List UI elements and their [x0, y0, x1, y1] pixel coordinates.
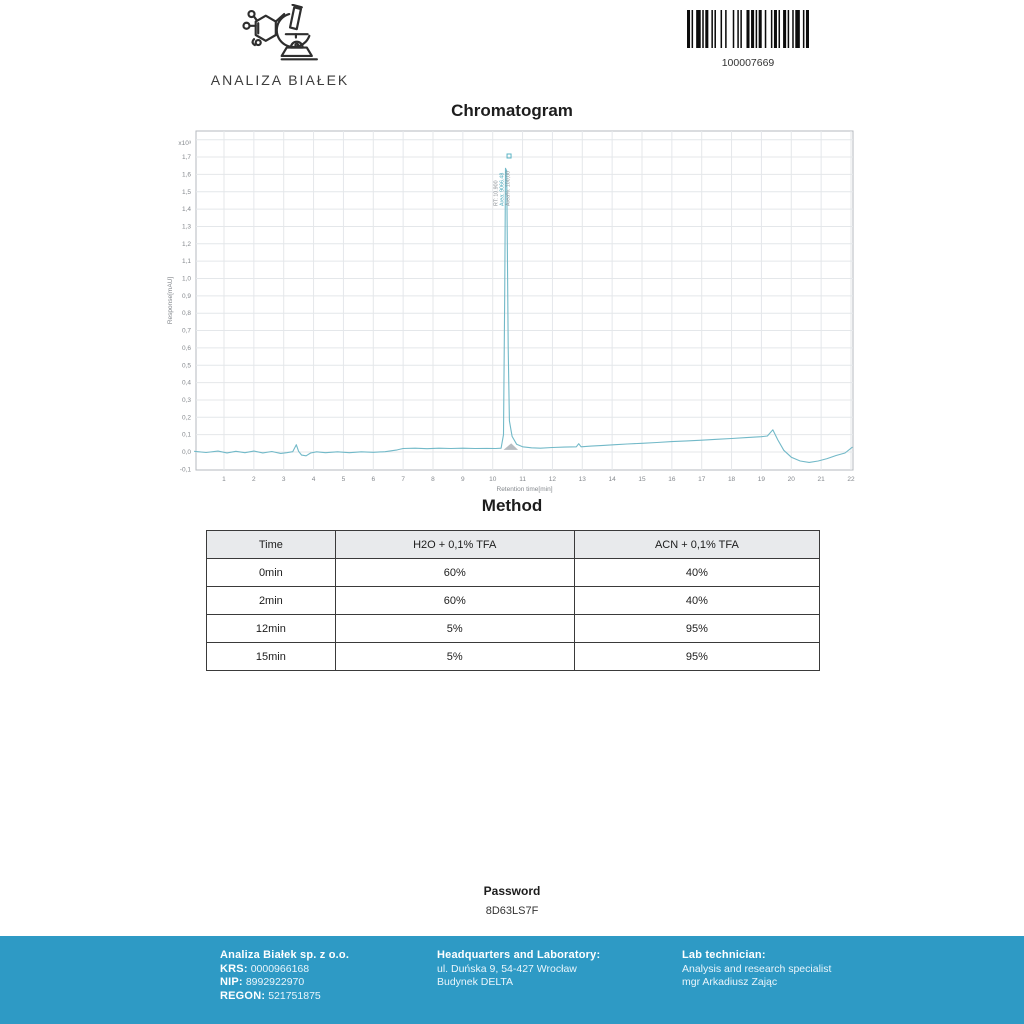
method-table-cell: 40%: [574, 587, 819, 615]
chromatogram-chart: [160, 124, 860, 494]
svg-text:0,6: 0,6: [181, 344, 191, 352]
footer-technician-block: [682, 949, 831, 990]
method-table-row: [207, 559, 820, 587]
method-table-cell: 12min: [207, 615, 336, 643]
svg-text:Response[mAU]: Response[mAU]: [167, 276, 174, 325]
svg-text:RT: 10.900: RT: 10.900: [493, 180, 500, 206]
logo-text: ANALIZA BIAŁEK: [210, 72, 350, 88]
method-col-header: ACN + 0,1% TFA: [574, 531, 819, 559]
method-table-row: [207, 587, 820, 615]
svg-text:0,7: 0,7: [181, 327, 191, 335]
svg-text:0,9: 0,9: [181, 292, 191, 300]
method-title: Method: [481, 496, 543, 515]
method-table-cell: 40%: [574, 559, 819, 587]
svg-text:14: 14: [608, 476, 616, 483]
method-table-cell: 0min: [207, 559, 336, 587]
method-table: [206, 530, 820, 671]
method-col-header: Time: [207, 531, 336, 559]
method-table-cell: 95%: [574, 615, 819, 643]
svg-text:8: 8: [431, 476, 435, 483]
svg-text:22: 22: [847, 476, 855, 483]
chromatogram-title: Chromatogram: [451, 101, 573, 120]
svg-text:-0,1: -0,1: [179, 466, 191, 474]
svg-text:20: 20: [787, 476, 795, 483]
svg-text:0,8: 0,8: [181, 310, 191, 318]
company-name: Analiza Białek sp. z o.o.: [220, 949, 350, 961]
svg-text:4: 4: [311, 476, 316, 483]
method-table-cell: 5%: [335, 615, 574, 643]
technician-role: Analysis and research specialist: [682, 962, 832, 975]
svg-text:0,4: 0,4: [181, 379, 191, 387]
svg-text:11: 11: [519, 476, 526, 483]
svg-text:19: 19: [757, 476, 766, 483]
method-table-row: [207, 615, 820, 643]
svg-text:0,3: 0,3: [181, 396, 191, 404]
svg-text:12: 12: [548, 476, 557, 483]
svg-text:2: 2: [252, 476, 256, 483]
footer-headquarters-block: [437, 949, 603, 990]
svg-text:1,1: 1,1: [181, 258, 191, 266]
password-label: Password: [483, 884, 541, 898]
svg-text:16: 16: [668, 476, 676, 483]
password-value: 8D63LS7F: [485, 905, 539, 917]
svg-text:Area%: 100,00: Area%: 100,00: [505, 170, 512, 206]
regon-value: 521751875: [268, 989, 321, 1002]
barcode-block: [685, 10, 811, 69]
barcode-value: 100007669: [721, 57, 775, 69]
svg-text:6: 6: [371, 476, 376, 483]
svg-text:13: 13: [578, 476, 586, 483]
headquarters-title: Headquarters and Laboratory:: [437, 949, 601, 961]
headquarters-address: ul. Duńska 9, 54-427 Wrocław: [437, 962, 577, 975]
svg-text:9: 9: [461, 476, 465, 483]
svg-text:15: 15: [638, 476, 646, 483]
svg-text:x10³: x10³: [178, 140, 191, 148]
method-table-cell: 15min: [207, 643, 336, 671]
svg-text:1,4: 1,4: [181, 206, 191, 214]
method-table-cell: 95%: [574, 643, 819, 671]
svg-text:0,0: 0,0: [181, 449, 191, 456]
svg-text:Area: 9066.48: Area: 9066.48: [499, 172, 506, 206]
technician-name: mgr Arkadiusz Zając: [682, 976, 778, 988]
method-table-cell: 60%: [335, 587, 574, 615]
svg-text:1,7: 1,7: [181, 154, 191, 162]
footer-company-block: [220, 949, 352, 1003]
krs-label: KRS:: [220, 962, 248, 975]
method-table-cell: 2min: [207, 587, 336, 615]
svg-text:Retention time[min]: Retention time[min]: [496, 486, 553, 493]
svg-text:10: 10: [489, 476, 497, 483]
nip-label: NIP:: [220, 976, 243, 988]
headquarters-building: Budynek DELTA: [437, 976, 514, 988]
microscope-molecule-logo-icon: [232, 4, 328, 66]
svg-text:5: 5: [341, 476, 346, 483]
technician-title: Lab technician:: [682, 949, 766, 961]
svg-text:1,6: 1,6: [181, 171, 191, 179]
svg-text:17: 17: [698, 476, 706, 483]
footer-bar: [0, 936, 1024, 1024]
svg-text:0,2: 0,2: [181, 414, 191, 422]
svg-text:3: 3: [281, 476, 286, 483]
nip-value: 8992922970: [245, 976, 305, 988]
svg-text:21: 21: [817, 476, 825, 483]
method-table-row: [207, 643, 820, 671]
krs-value: 0000966168: [250, 962, 310, 975]
svg-text:7: 7: [401, 476, 405, 483]
method-table-cell: 60%: [335, 559, 574, 587]
svg-text:1: 1: [222, 476, 226, 483]
svg-text:1,2: 1,2: [181, 240, 191, 248]
svg-text:0,5: 0,5: [181, 362, 191, 370]
method-col-header: H2O + 0,1% TFA: [335, 531, 574, 559]
svg-text:0,1: 0,1: [181, 431, 191, 439]
svg-text:1,3: 1,3: [181, 223, 191, 231]
regon-label: REGON:: [220, 989, 266, 1002]
barcode-icon: [687, 10, 809, 48]
svg-text:1,0: 1,0: [181, 275, 191, 283]
svg-text:18: 18: [727, 476, 736, 483]
company-logo-block: [205, 4, 355, 88]
method-table-cell: 5%: [335, 643, 574, 671]
svg-text:1,5: 1,5: [181, 188, 191, 196]
